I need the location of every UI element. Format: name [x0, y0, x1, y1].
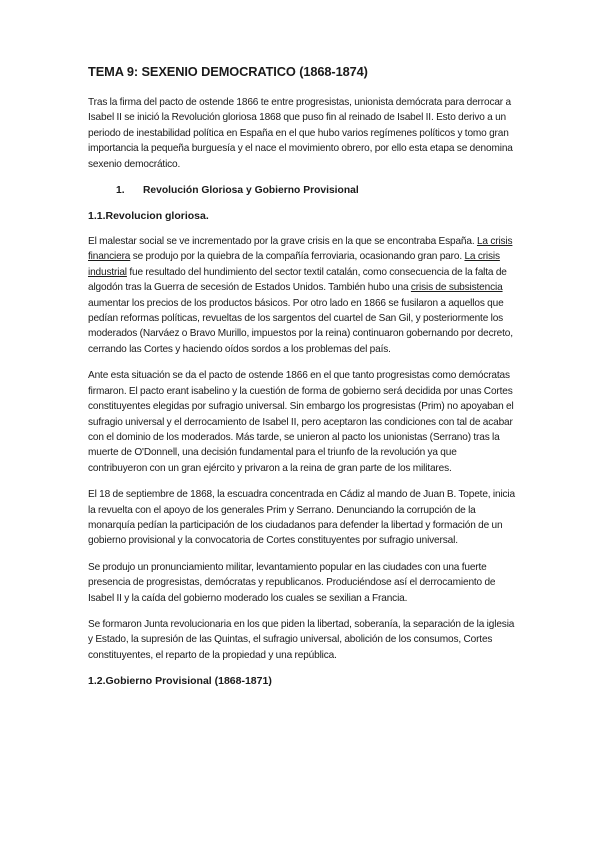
document-title: TEMA 9: SEXENIO DEMOCRATICO (1868-1874) [88, 64, 368, 79]
underlined-term-crisis-subsistencia: crisis de subsistencia [410, 282, 503, 294]
text-run: fue resultado del hundimiento del sector textil catalán, como consecuencia de la falta de algodón tras la Guerra de secesión de Estados Unidos. También hubo una [88, 266, 507, 294]
document-page [88, 64, 518, 699]
subsection-heading-1-2: 1.2.Gobierno Provisional (1868-1871) [88, 675, 272, 688]
paragraph-pronunciamiento: Se produjo un pronunciamiento militar, levantamiento popular en las ciudades con una fuerte presencia de progresistas, demócratas y republicanos. Produciéndose así el derrocamiento de Isabel II y la caída del gobierno moderado los cuales se sexilian a Francia. [88, 561, 496, 604]
paragraph-juntas: Se formaron Junta revolucionaria en los que piden la libertad, soberanía, la separación de la iglesia y Estado, la supresión de las Quintas, el sufragio universal, abolición de los consumos, Cortes constituyentes, el reparto de la propiedad y una república. [88, 618, 515, 661]
intro-paragraph: Tras la firma del pacto de ostende 1866 te entre progresistas, unionista demócrata para derrocar a Isabel II se inició la Revolución gloriosa 1868 que puso fin al reinado de Isabel II. Esto derivo a un periodo de inestabilidad política en España en el que hubo varios regímenes políticos y tomo gran importancia la pequeña burguesía y el nace el movimiento obrero, por ello esta etapa se denomina sexenio democrático. [88, 97, 513, 170]
paragraph-18-septiembre: El 18 de septiembre de 1868, la escuadra concentrada en Cádiz al mando de Juan B. Topete, inicia la revuelta con el apoyo de los generales Prim y Serrano. Denunciando la corrupción de la monarquía pedían la participación de los ciudadanos para defender la libertad y formación de un gobierno provisional y la convocatoria de Cortes constituyentes por sufragio universal. [88, 489, 515, 547]
subsection-heading-1-1: 1.1.Revolucion gloriosa. [88, 210, 209, 223]
text-run: aumentar los precios de los productos básicos. Por otro lado en 1866 se fusilaron a aquellos que pedían reformas políticas, revueltas de los sargentos del cuartel de San Gil, y posteriormente los moderados (Narváez o Bravo Murillo, impuestos por la reina) continuaron gobernando por decreto, cerrando las Cortes y haciendo oídos sordos a los problemas del país. [88, 297, 513, 355]
section-number: 1. [116, 185, 125, 197]
underlined-term-crisis-industrial: La crisis industrial [88, 251, 500, 278]
paragraph-crisis [88, 234, 518, 357]
underlined-term-crisis-financiera: La crisis financiera [88, 236, 513, 263]
text-run: se produjo por la quiebra de la compañía ferroviaria, ocasionando gran paro. [130, 251, 465, 263]
section-heading-1 [88, 183, 518, 198]
section-title: Revolución Gloriosa y Gobierno Provisional [143, 185, 359, 197]
paragraph-pacto-ostende: Ante esta situación se da el pacto de ostende 1866 en el que tanto progresistas como demócratas firmaron. El pacto erant isabelino y la cuestión de forma de gobierno será decidida por unas Cortes constituyentes elegidas por sufragio universal. Sin embargo los progresistas (Prim) no apoyaban el sufragio universal y el derrocamiento de Isabel II, pero aceptaron las condiciones con tal de acabar con el dominio de los moderados. Más tarde, se unieron al pacto los unionistas (Serrano) tras la muerte de O'Donnell, una decisión fundamental para el triunfo de la revolución ya que contribuyeron con un gran ejército y privaron a la reina de gran parte de los militares. [88, 370, 514, 474]
text-run: El malestar social se ve incrementado por la grave crisis en la que se encontraba España. [88, 236, 477, 248]
